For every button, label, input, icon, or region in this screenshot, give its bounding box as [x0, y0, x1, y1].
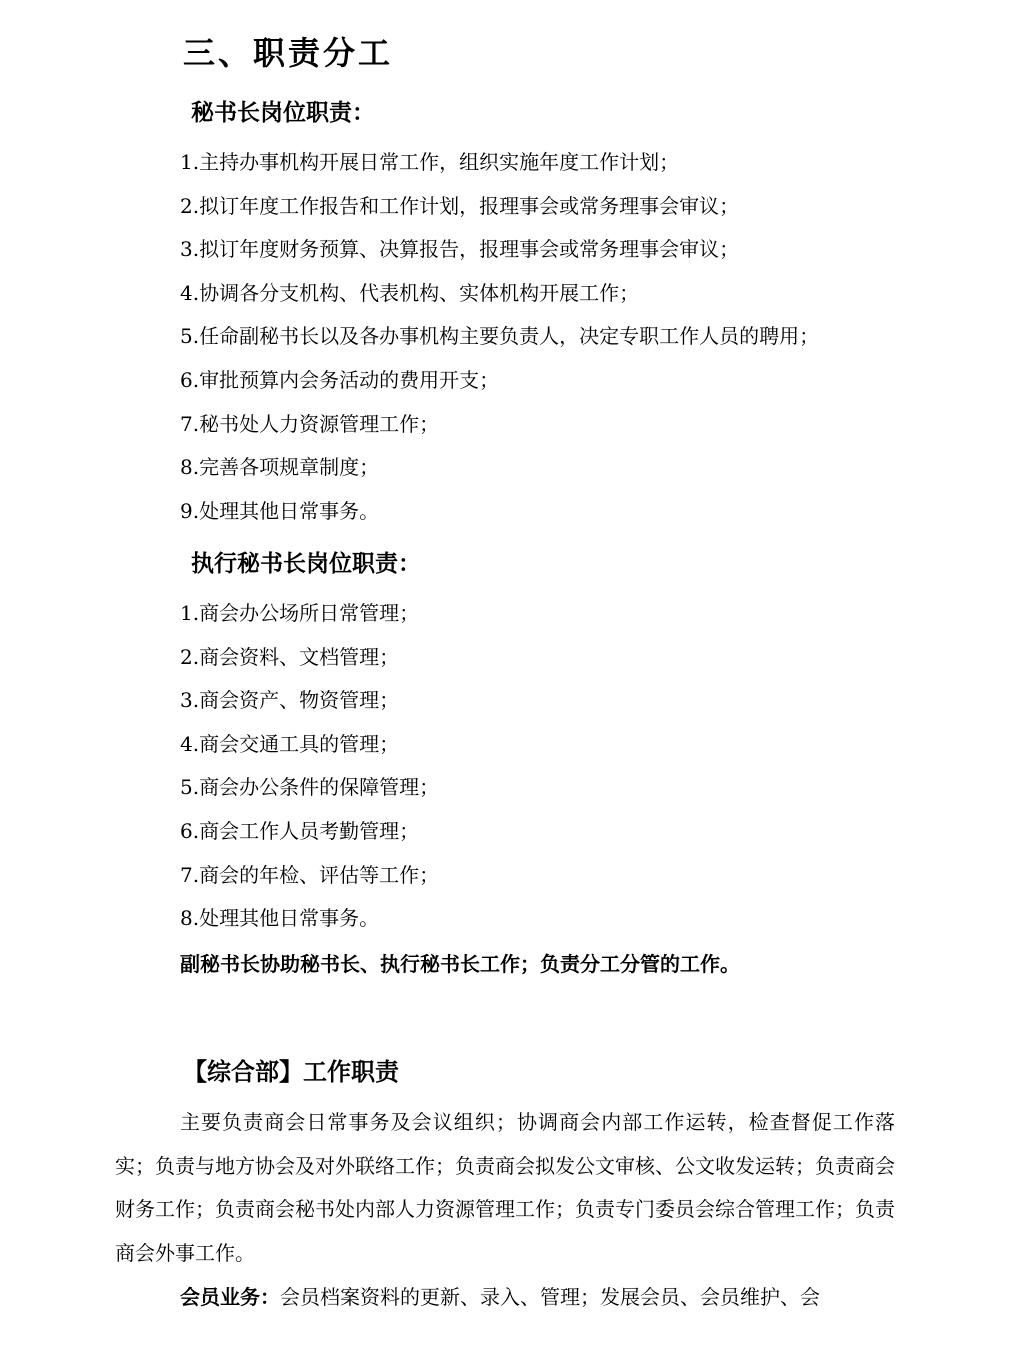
department-name: 【综合部】 — [183, 1058, 303, 1086]
list-item: 7.商会的年检、评估等工作； — [180, 862, 440, 887]
list-item: 4.协调各分支机构、代表机构、实体机构开展工作； — [180, 280, 640, 305]
list-item: 3.商会资产、物资管理； — [180, 688, 400, 713]
list-item: 8.处理其他日常事务。 — [180, 906, 380, 931]
list-item: 5.商会办公条件的保障管理； — [180, 775, 440, 800]
member-services-label: 会员业务： — [180, 1285, 280, 1309]
member-services-paragraph — [180, 1276, 895, 1320]
list-item: 1.商会办公场所日常管理； — [180, 601, 420, 625]
secretary-general-duties-list — [180, 141, 819, 533]
list-item: 2.商会资料、文档管理； — [180, 644, 400, 669]
list-item: 6.商会工作人员考勤管理； — [180, 818, 420, 843]
general-department-heading — [183, 1050, 399, 1094]
list-item: 6.审批预算内会务活动的费用开支； — [180, 367, 500, 392]
list-item: 9.处理其他日常事务。 — [180, 498, 380, 523]
section-title: 三、职责分工 — [183, 34, 394, 72]
list-item: 1.主持办事机构开展日常工作，组织实施年度工作计划； — [180, 150, 680, 174]
executive-secretary-general-heading: 执行秘书长岗位职责： — [191, 551, 421, 577]
list-item: 4.商会交通工具的管理； — [180, 731, 400, 756]
general-department-paragraph: 主要负责商会日常事务及会议组织；协调商会内部工作运转，检查督促工作落实；负责与地方协会及对外联络工作；负责商会拟发公文审核、公文收发运转；负责商会财务工作；负责商会秘书处内部人力资源管理工作；负责专门委员会综合管理工作；负责商会外事工作。 — [115, 1110, 895, 1265]
list-item: 8.完善各项规章制度； — [180, 455, 380, 480]
list-item: 7.秘书处人力资源管理工作； — [180, 411, 440, 436]
executive-secretary-general-duties-list — [180, 592, 439, 941]
deputy-secretary-general-note: 副秘书长协助秘书长、执行秘书长工作；负责分工分管的工作。 — [180, 952, 740, 976]
member-services-text: 会员档案资料的更新、录入、管理；发展会员、会员维护、会 — [280, 1285, 820, 1309]
list-item: 2.拟订年度工作报告和工作计划，报理事会或常务理事会审议； — [180, 193, 740, 218]
list-item: 5.任命副秘书长以及各办事机构主要负责人，决定专职工作人员的聘用； — [180, 324, 820, 349]
list-item: 3.拟订年度财务预算、决算报告，报理事会或常务理事会审议； — [180, 237, 740, 262]
department-heading-suffix: 工作职责 — [303, 1058, 399, 1086]
secretary-general-heading: 秘书长岗位职责： — [191, 100, 375, 126]
